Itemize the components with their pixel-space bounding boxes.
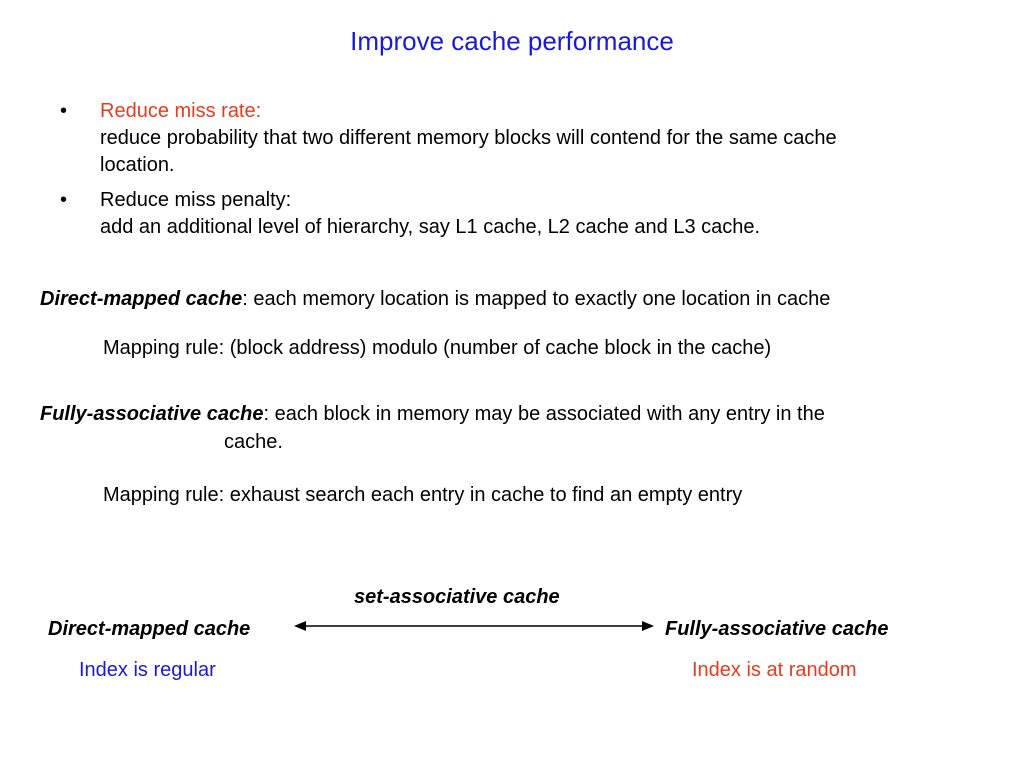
slide-title: Improve cache performance: [350, 26, 674, 56]
bullet-list: [60, 98, 960, 249]
bullet-dot: •: [60, 100, 68, 122]
bullet-item-miss-rate: [60, 98, 960, 179]
spectrum-left-note: Index is regular: [79, 659, 216, 681]
bullet-heading: Reduce miss rate:: [100, 100, 262, 122]
direct-mapped-definition: [40, 286, 830, 313]
fully-associative-definition-cont: cache.: [224, 431, 283, 453]
bullet-body: reduce probability that two different memory blocks will contend for the same cache: [100, 127, 837, 149]
spectrum-right-label: Fully-associative cache: [665, 618, 889, 640]
fully-associative-definition: [40, 401, 825, 428]
set-associative-label: set-associative cache: [354, 586, 560, 608]
direct-mapped-definition-text: : each memory location is mapped to exactly one location in cache: [242, 288, 831, 310]
bullet-heading: Reduce miss penalty:: [100, 189, 292, 211]
direct-mapped-term: Direct-mapped cache: [40, 288, 243, 310]
spectrum-left-label: Direct-mapped cache: [48, 618, 251, 640]
direct-mapped-rule: Mapping rule: (block address) modulo (number of cache block in the cache): [103, 337, 772, 359]
double-arrow-icon: [294, 617, 654, 635]
bullet-dot: •: [60, 189, 68, 211]
fully-associative-term: Fully-associative cache: [40, 403, 264, 425]
spectrum-right-note: Index is at random: [692, 659, 857, 681]
bullet-item-miss-penalty: [60, 187, 960, 241]
bullet-body-cont: location.: [100, 154, 175, 176]
fully-associative-definition-text: : each block in memory may be associated with any entry in the: [263, 403, 825, 425]
bullet-body: add an additional level of hierarchy, say L1 cache, L2 cache and L3 cache.: [100, 216, 761, 238]
fully-associative-rule: Mapping rule: exhaust search each entry in cache to find an empty entry: [103, 484, 743, 506]
